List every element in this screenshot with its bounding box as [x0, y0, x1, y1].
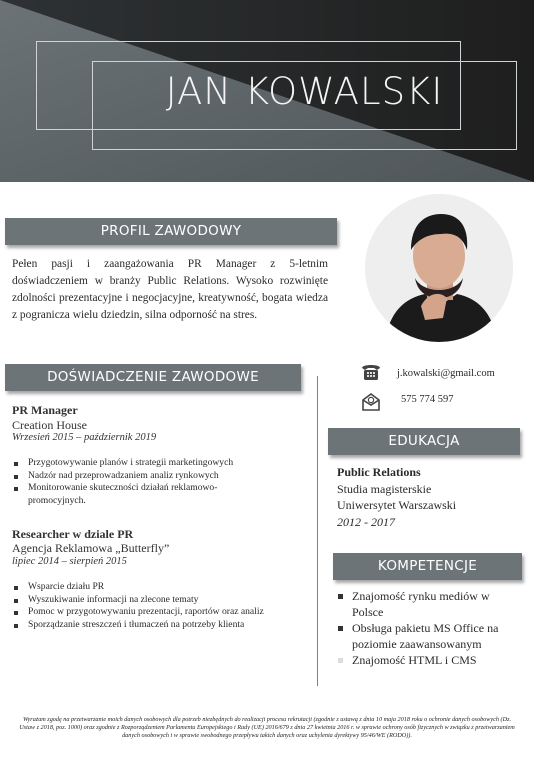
job-task-list	[12, 457, 274, 507]
job-dates: Wrzesień 2015 – październik 2019	[12, 432, 157, 443]
education-field: Public Relations	[337, 465, 421, 479]
job-company: Agencja Reklamowa „Butterfly”	[12, 541, 170, 555]
portrait-image	[365, 194, 513, 342]
job-dates: lipiec 2014 – sierpień 2015	[12, 556, 127, 567]
column-divider	[317, 376, 318, 686]
job-task: Wyszukiwanie informacji na zlecone tematy	[12, 594, 284, 607]
email-address[interactable]: j.kowalski@gmail.com	[397, 368, 495, 379]
education-years: 2012 - 2017	[337, 515, 395, 529]
job-task-list	[12, 581, 284, 631]
telephone-icon	[360, 362, 382, 387]
job-task: Nadzór nad przeprowadzaniem analiz rynkowych	[12, 470, 274, 483]
profile-summary: Pełen pasji i zaangażowania PR Manager z 5-letnim doświadczeniem w branży Public Relations. Wysoko rozwinięte zdolności prezentacyjne i negocjacyjne, kreatywność, bogata wiedza z pogranicza wielu dziedzin, silna odporność na stres.	[12, 258, 328, 321]
education-heading: EDUKACJA	[328, 428, 520, 455]
candidate-name: JAN KOWALSKI	[165, 70, 444, 113]
education-degree: Studia magisterskie	[337, 482, 432, 496]
skill-item: Znajomość rynku mediów w Polsce	[337, 588, 517, 620]
job-task: Monitorowanie skuteczności działań reklamowo-promocyjnych.	[12, 482, 274, 507]
education-school: Uniwersytet Warszawski	[337, 498, 457, 512]
candidate-photo	[365, 194, 513, 342]
job-task: Przygotowywanie planów i strategii marketingowych	[12, 457, 274, 470]
header-banner	[0, 0, 534, 182]
job-title: PR Manager	[12, 403, 78, 417]
job-task: Sporządzanie streszczeń i tłumaczeń na potrzeby klienta	[12, 619, 284, 632]
gdpr-consent-clause: Wyrażam zgodę na przetwarzanie moich danych osobowych dla potrzeb niezbędnych do realizacji procesu rekrutacji (zgodnie z ustawą z dnia 10 maja 2018 roku o ochronie danych osobowych (Dz. Ustaw z 2018, poz. 1000) oraz zgodnie z Rozporządzeniem Parlamentu Europejskiego i Rady (UE) 2016/679 z dnia 27 kwietnia 2016 r. w sprawie ochrony osób fizycznych w związku z przetwarzaniem danych osobowych i w sprawie swobodnego przepływu takich danych oraz uchylenia dyrektywy 95/46/WE (RODO)).	[19, 716, 515, 740]
job-task: Wsparcie działu PR	[12, 581, 284, 594]
experience-heading: DOŚWIADCZENIE ZAWODOWE	[5, 364, 301, 391]
job-title: Researcher w dziale PR	[12, 527, 134, 541]
skills-list	[337, 588, 517, 668]
skill-item: Obsługa pakietu MS Office na poziomie zaawansowanym	[337, 620, 517, 652]
envelope-icon	[361, 392, 381, 417]
skills-heading: KOMPETENCJE	[333, 553, 522, 580]
job-task: Pomoc w przygotowywaniu prezentacji, raportów oraz analiz	[12, 606, 284, 619]
phone-number[interactable]: 575 774 597	[401, 394, 454, 405]
skill-item: Znajomość HTML i CMS	[337, 652, 517, 668]
job-company: Creation House	[12, 418, 87, 432]
profile-heading: PROFIL ZAWODOWY	[5, 218, 337, 245]
